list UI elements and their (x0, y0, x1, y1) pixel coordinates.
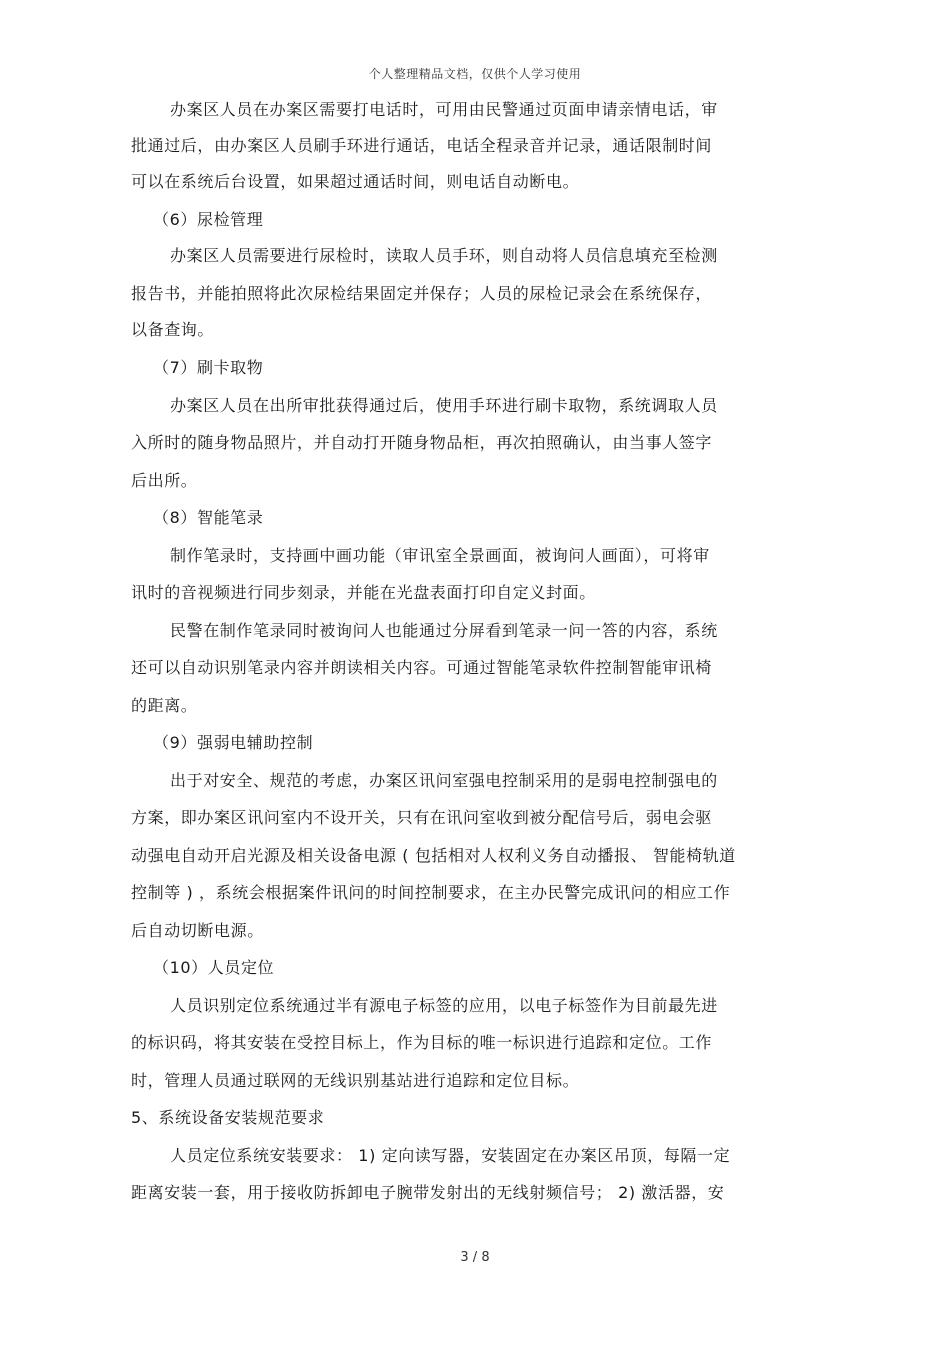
body-line: 还可以自动识别笔录内容并朗读相关内容。可通过智能笔录软件控制智能审讯椅 (131, 658, 713, 677)
body-line: 制作笔录时，支持画中画功能（审讯室全景画面，被询问人画面），可将审 (170, 546, 710, 565)
body-line: 的距离。 (131, 696, 198, 715)
body-line: 入所时的随身物品照片，并自动打开随身物品柜，再次拍照确认，由当事人签字 (131, 433, 713, 452)
body-line: 讯时的音视频进行同步刻录，并能在光盘表面打印自定义封面。 (131, 583, 596, 602)
body-line: 办案区人员需要进行尿检时，读取人员手环，则自动将人员信息填充至检测 (170, 246, 718, 265)
body-line: 时，管理人员通过联网的无线识别基站进行追踪和定位目标。 (131, 1071, 580, 1090)
section-heading: （7）刷卡取物 (153, 358, 264, 377)
section-heading: （6）尿检管理 (153, 210, 264, 229)
body-line: 批通过后，由办案区人员刷手环进行通话，电话全程录音并记录，通话限制时间 (131, 136, 713, 155)
body-line: 办案区人员在办案区需要打电话时，可用由民警通过页面申请亲情电话，审 (170, 100, 718, 119)
body-line: 动强电自动开启光源及相关设备电源 ( 包括相对人权利义务自动播报、 智能椅轨道 (131, 846, 736, 865)
section-heading: （10）人员定位 (153, 958, 275, 977)
body-line: 以备查询。 (131, 320, 215, 339)
body-line: 距离安装一套，用于接收防拆卸电子腕带发射出的无线射频信号； 2) 激活器，安 (131, 1183, 725, 1202)
body-line: 报告书，并能拍照将此次尿检结果固定并保存；人员的尿检记录会在系统保存， (131, 284, 713, 303)
body-line: 人员定位系统安装要求： 1) 定向读写器，安装固定在办案区吊顶，每隔一定 (170, 1146, 731, 1165)
body-line: 控制等 ) ，系统会根据案件讯问的时间控制要求，在主办民警完成讯问的相应工作 (131, 883, 731, 902)
page-header: 个人整理精品文档，仅供个人学习使用 (368, 67, 582, 81)
body-line: 方案，即办案区讯问室内不设开关，只有在讯问室收到被分配信号后，弱电会驱 (131, 808, 713, 827)
body-line: 后出所。 (131, 471, 198, 490)
body-line: 出于对安全、规范的考虑，办案区讯问室强电控制采用的是弱电控制强电的 (170, 771, 718, 790)
section-heading: （8）智能笔录 (153, 508, 264, 527)
section-heading: （9）强弱电辅助控制 (153, 733, 314, 752)
body-line: 的标识码，将其安装在受控目标上，作为目标的唯一标识进行追踪和定位。工作 (131, 1033, 713, 1052)
body-line: 办案区人员在出所审批获得通过后，使用手环进行刷卡取物，系统调取人员 (170, 396, 718, 415)
body-line: 人员识别定位系统通过半有源电子标签的应用，以电子标签作为目前最先进 (170, 996, 718, 1015)
body-line: 后自动切断电源。 (131, 921, 264, 940)
section-heading: 5、系统设备安装规范要求 (131, 1108, 325, 1127)
body-line: 民警在制作笔录同时被询问人也能通过分屏看到笔录一问一答的内容，系统 (170, 621, 718, 640)
body-line: 可以在系统后台设置，如果超过通话时间，则电话自动断电。 (131, 172, 580, 191)
page-number: 3 / 8 (460, 1250, 490, 1265)
